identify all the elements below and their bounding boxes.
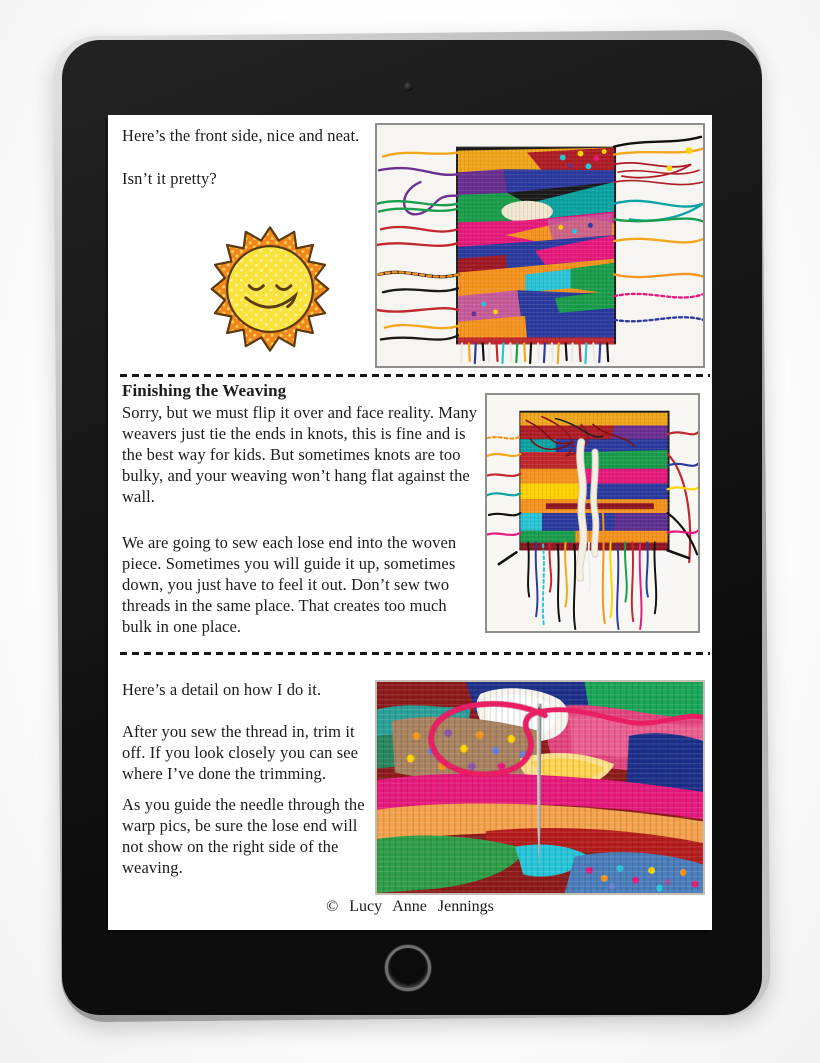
detail-para-2: As you guide the needle through the warp pics, be sure the lose end will not show on the right side of the weaving. — [122, 795, 365, 877]
pretty-line: Isn’t it pretty? — [122, 169, 217, 188]
credit-line: © Lucy Anne Jennings — [326, 898, 494, 915]
front-side-line: Here’s the front side, nice and neat. — [122, 126, 360, 145]
dashed-divider — [120, 374, 710, 377]
photo-weaving-detail — [375, 680, 705, 895]
finishing-para-1: Sorry, but we must flip it over and face reality. Many weavers just tie the ends in knots, this is fine and is the best way for kids. But sometimes knots are too bulky, and your weaving won’t hang flat against the wall. — [122, 403, 478, 506]
dashed-divider — [120, 652, 710, 655]
finishing-para-2: We are going to sew each lose end into the woven piece. Sometimes you will guide it up, sometimes down, you just have to feel it out. Don’t sew two threads in the same place. That creates too much bulk in one place. — [122, 533, 457, 636]
camera-icon — [404, 82, 413, 91]
smiling-sun-icon — [204, 223, 336, 351]
finishing-heading: Finishing the Weaving — [122, 381, 287, 400]
detail-para-1: After you sew the thread in, trim it off. If you look closely you can see where I’ve done the trimming. — [122, 722, 359, 783]
home-button[interactable] — [385, 945, 431, 991]
document-page — [108, 115, 712, 930]
photo-weaving-front — [375, 123, 705, 368]
detail-line: Here’s a detail on how I do it. — [122, 680, 322, 699]
photo-weaving-back — [485, 393, 700, 633]
